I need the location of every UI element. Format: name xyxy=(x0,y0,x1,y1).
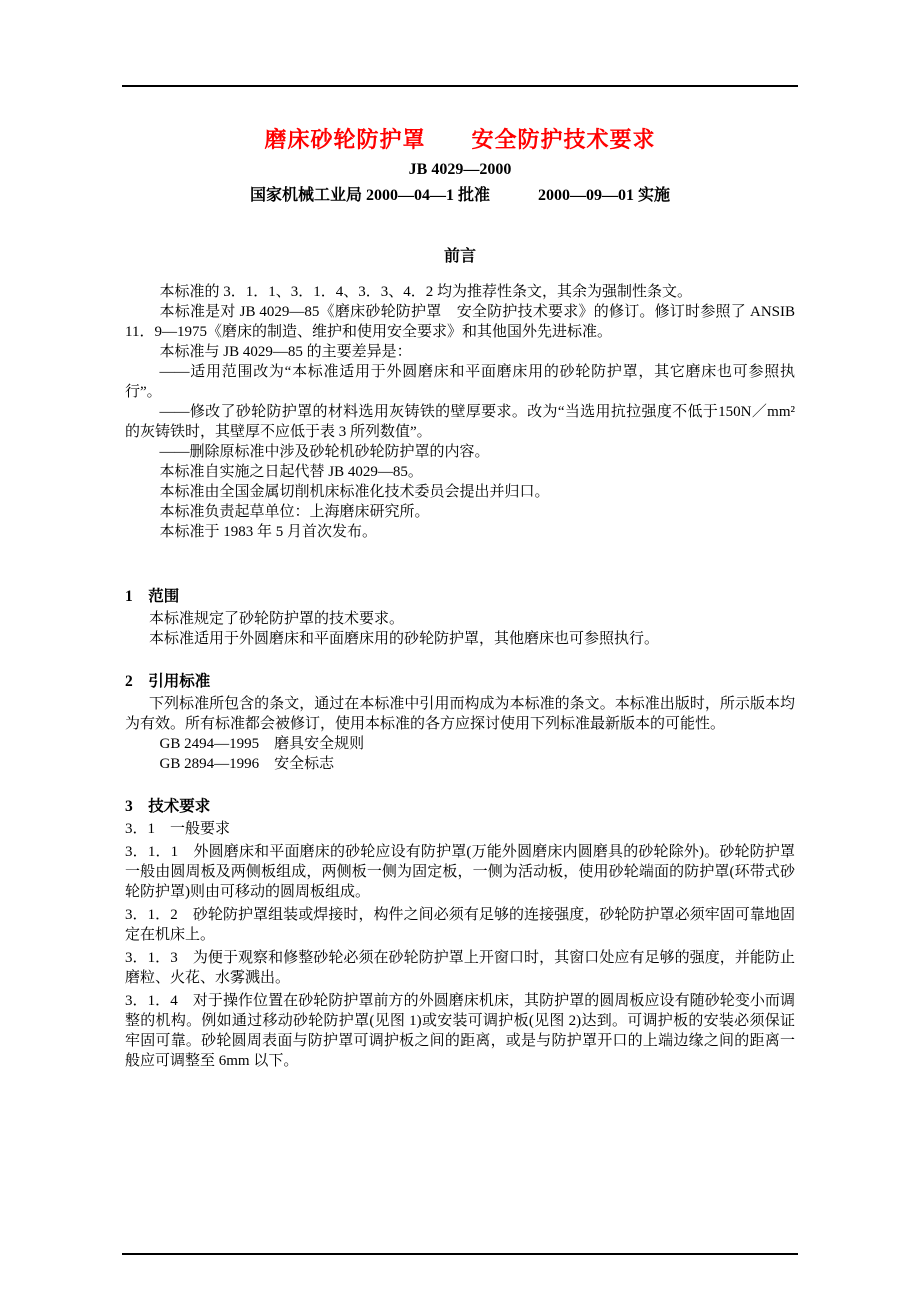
clause-3-1: 3．1 一般要求 xyxy=(125,821,231,837)
reference-item: GB 2894—1996 安全标志 xyxy=(159,756,335,772)
foreword-dash-item: ——修改了砂轮防护罩的材料选用灰铸铁的壁厚要求。改为“当选用抗拉强度不低于150N／mm²的灰铸铁时，其壁厚不应低于表 3 所列数值”。 xyxy=(125,404,795,440)
foreword-paragraph: 本标准自实施之日起代替 JB 4029—85。 xyxy=(159,464,423,480)
clause-3-1-4: 3．1．4 对于操作位置在砂轮防护罩前方的外圆磨床机床，其防护罩的圆周板应设有随砂轮变小而调整的机构。例如通过移动砂轮防护罩(见图 1)或安装可调护板(见图 2)达到。可调护板的安装必须保证牢固可靠。砂轮圆周表面与防护罩可调护板之间的距离，或是与防护罩开口的上端边缘之间的距离一般应可调整至 6mm 以下。 xyxy=(125,993,795,1069)
foreword-paragraph: 本标准由全国金属切削机床标准化技术委员会提出并归口。 xyxy=(159,484,550,500)
bottom-rule xyxy=(122,1253,798,1255)
section-heading-references: 2 引用标准 xyxy=(125,673,211,690)
reference-item: GB 2494—1995 磨具安全规则 xyxy=(159,736,365,752)
scope-paragraph: 本标准适用于外圆磨床和平面磨床用的砂轮防护罩，其他磨床也可参照执行。 xyxy=(149,631,660,647)
foreword-paragraph: 本标准与 JB 4029—85 的主要差异是： xyxy=(159,344,412,360)
clause-3-1-3: 3．1．3 为便于观察和修整砂轮必须在砂轮防护罩上开窗口时，其窗口处应有足够的强度，并能防止磨粒、火花、水雾溅出。 xyxy=(125,950,795,986)
document-content xyxy=(125,87,795,1071)
foreword-dash-item: ——适用范围改为“本标准适用于外圆磨床和平面磨床用的砂轮防护罩，其它磨床也可参照执行”。 xyxy=(125,364,795,400)
scope-paragraph: 本标准规定了砂轮防护罩的技术要求。 xyxy=(149,611,405,627)
clause-3-1-2: 3．1．2 砂轮防护罩组装或焊接时，构件之间必须有足够的连接强度，砂轮防护罩必须牢固可靠地固定在机床上。 xyxy=(125,907,795,943)
foreword-paragraph: 本标准的 3．1．1、3．1．4、3．3、4．2 均为推荐性条文，其余为强制性条文。 xyxy=(159,284,693,300)
clause-3-1-1: 3．1．1 外圆磨床和平面磨床的砂轮应设有防护罩(万能外圆磨床内圆磨具的砂轮除外)。砂轮防护罩一般由圆周板及两侧板组成，两侧板一侧为固定板，一侧为活动板，使用砂轮端面的防护罩(环带式砂轮防护罩)则由可移动的圆周板组成。 xyxy=(125,844,795,900)
foreword-paragraph: 本标准于 1983 年 5 月首次发布。 xyxy=(159,524,378,540)
foreword-heading: 前言 xyxy=(443,248,476,265)
approval-line: 国家机械工业局 2000—04—1 批准 2000—09—01 实施 xyxy=(249,187,670,204)
foreword-dash-item: ——删除原标准中涉及砂轮机砂轮防护罩的内容。 xyxy=(159,444,490,460)
foreword-paragraph: 本标准是对 JB 4029—85《磨床砂轮防护罩 安全防护技术要求》的修订。修订时参照了 ANSIB 11．9—1975《磨床的制造、维护和使用安全要求》和其他国外先进标准。 xyxy=(125,304,795,340)
foreword-paragraph: 本标准负责起草单位：上海磨床研究所。 xyxy=(159,504,430,520)
references-paragraph: 下列标准所包含的条文，通过在本标准中引用而构成为本标准的条文。本标准出版时，所示版本均为有效。所有标准都会被修订，使用本标准的各方应探讨使用下列标准最新版本的可能性。 xyxy=(125,696,795,732)
document-title: 磨床砂轮防护罩 安全防护技术要求 xyxy=(264,127,656,152)
standard-number: JB 4029—2000 xyxy=(408,161,512,178)
section-heading-requirements: 3 技术要求 xyxy=(125,798,211,815)
section-heading-scope: 1 范围 xyxy=(125,588,180,605)
